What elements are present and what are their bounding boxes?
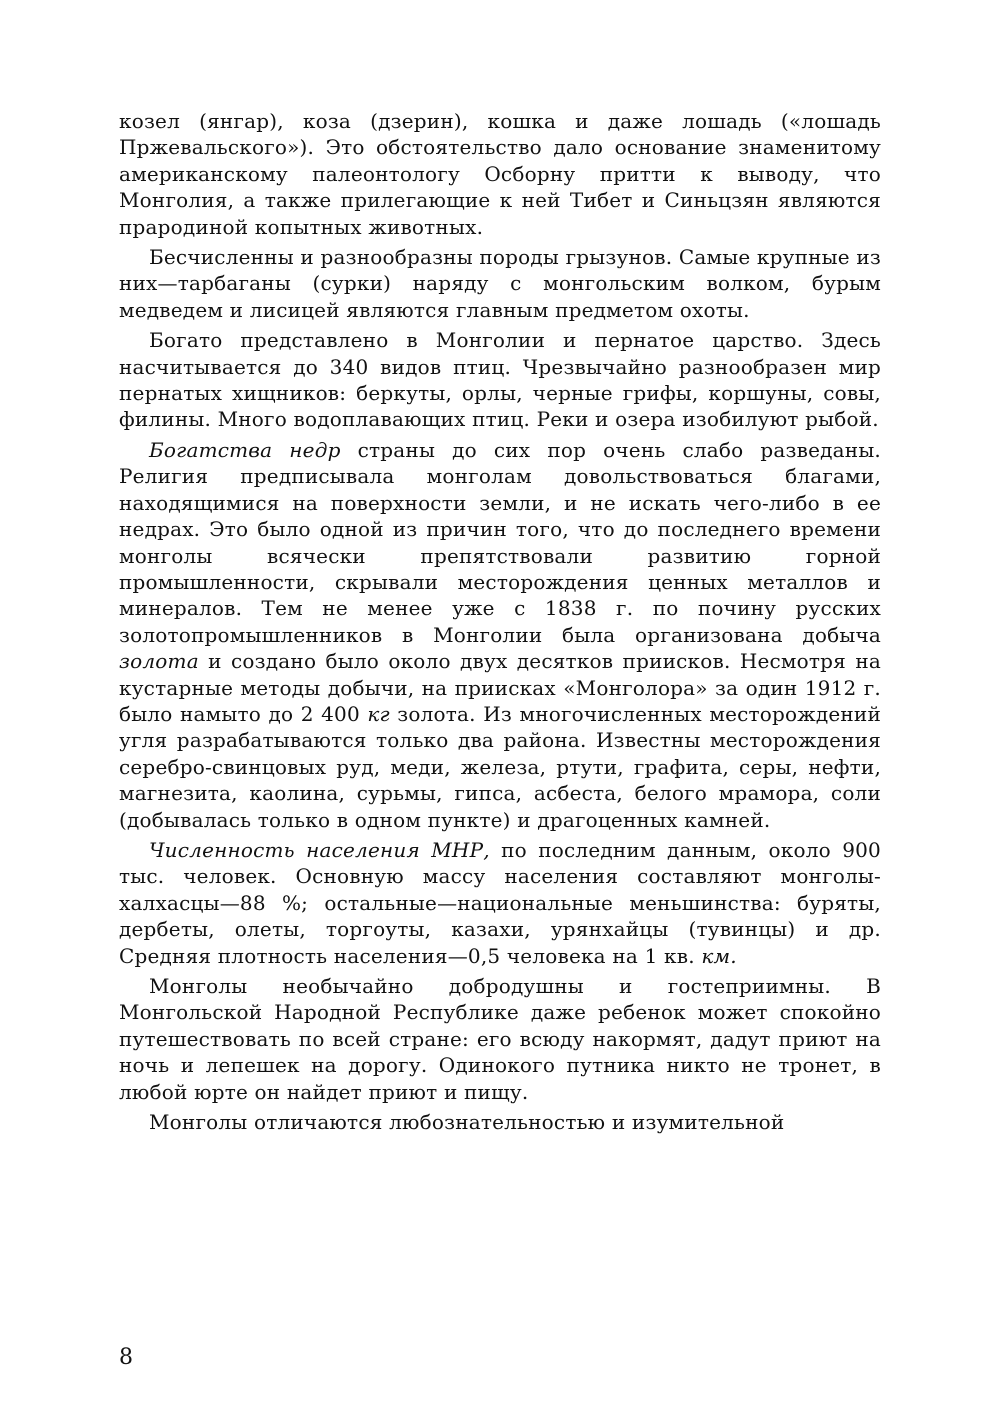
paragraph-4-part-4: и создано было около двух десятков приисков. Несмотря на кустарные методы добычи, на приисках «Монголора» за один 1912 г. было намыто до 2 400 [119,649,881,726]
paragraph-2-part-1: Бесчисленны и разнообразны породы грызунов. Самые крупные из них—тарбаганы (сурки) наряду с монгольским волком, бурым медведем и лисицей являются главным предметом охоты. [119,245,881,322]
paragraph-5 [119,837,881,969]
paragraph-1 [119,108,881,240]
paragraph-7 [119,1109,881,1135]
paragraph-3 [119,327,881,433]
paragraph-4-italic-unit: кг [367,701,390,726]
paragraph-4 [119,437,881,833]
paragraph-5-part-2: по последним данным, около 900 тыс. человек. Основную массу населения составляют монголы-халхасцы—88 %; остальные—национальные меньшинства: буряты, дербеты, олеты, торгоуты, казахи, урянхайцы (тувинцы) и др. Средняя плотность населения—0,5 человека на 1 кв. [119,837,881,968]
page-number: 8 [119,1345,133,1370]
paragraph-5-italic-heading: Численность населения МНР, [149,837,490,862]
paragraph-5-italic-unit: км. [701,943,737,968]
paragraph-1-part-1: козел (янгар), коза (дзерин), кошка и даже лошадь («лошадь Пржевальского»). Это обстоятельство дало основание знаменитому американскому палеонтологу Осборну притти к выводу, что Монголия, а также прилегающие к ней Тибет и Синьцзян являются прародиной копытных животных. [119,109,881,239]
paragraph-7-part-1: Монголы отличаются любознательностью и изумительной [149,1110,785,1135]
paragraph-4-italic-gold: золота [119,649,199,674]
body-text [119,108,881,1135]
paragraph-6-part-1: Монголы необычайно добродушны и гостеприимны. В Монгольской Народной Республике даже ребенок может спокойно путешествовать по всей стране: его всюду накормят, дадут приют на ночь и лепешек на дорогу. Одинокого путника никто не тронет, в любой юрте он найдет приют и пищу. [119,974,881,1104]
paragraph-4-part-2: страны до сих пор очень слабо разведаны. Религия предписывала монголам довольствоваться благами, находящимися на поверхности земли, и не искать чего-либо в ее недрах. Это было одной из причин того, что до последнего времени монголы всячески препятствовали развитию горной промышленности, скрывали месторождения ценных металлов и минералов. Тем не менее уже с 1838 г. по почину русских золотопромышленников в Монголии была организована добыча [119,437,881,647]
paragraph-3-part-1: Богато представлено в Монголии и пернатое царство. Здесь насчитывается до 340 видов птиц. Чрезвычайно разнообразен мир пернатых хищников: беркуты, орлы, черные грифы, коршуны, совы, филины. Много водоплавающих птиц. Реки и озера изобилуют рыбой. [119,328,881,432]
paragraph-6 [119,973,881,1105]
paragraph-4-part-6: золота. Из многочисленных месторождений угля разрабатываются только два района. Известны месторождения серебро-свинцовых руд, меди, железа, ртути, графита, серы, нефти, магнезита, каолина, сурьмы, гипса, асбеста, белого мрамора, соли (добывалась только в одном пункте) и драгоценных камней. [119,701,881,832]
paragraph-2 [119,244,881,323]
paragraph-4-italic-heading: Богатства недр [149,437,341,462]
